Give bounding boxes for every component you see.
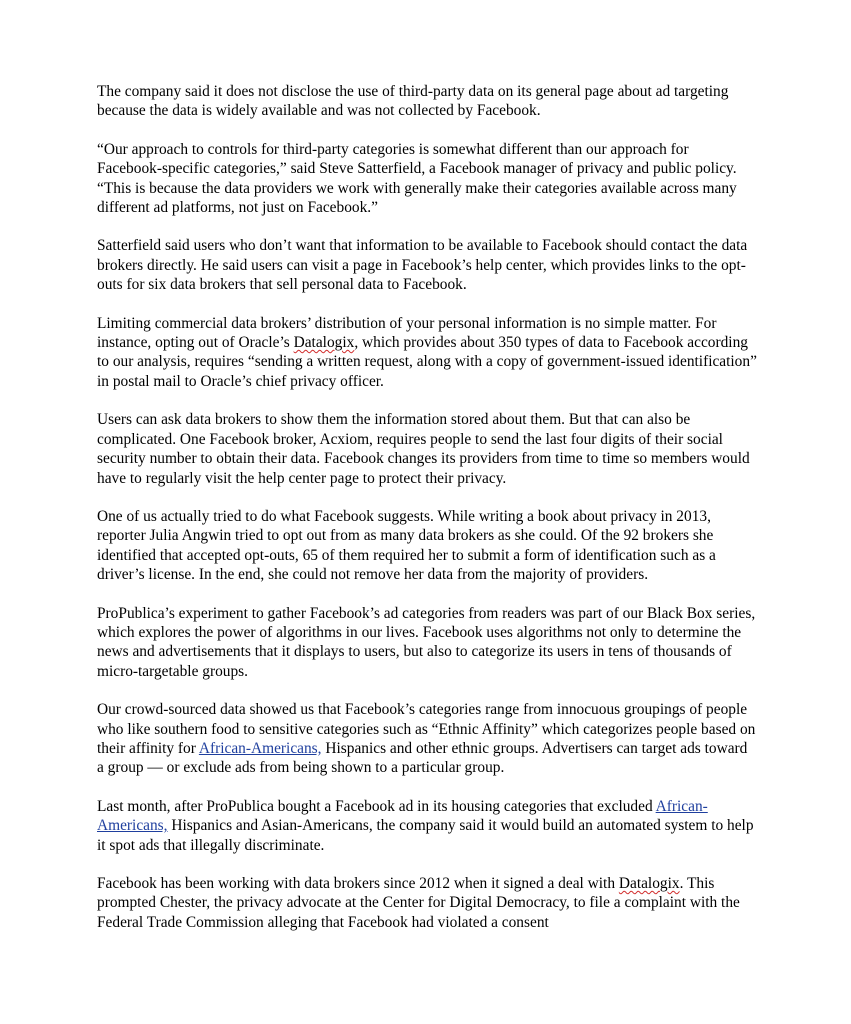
paragraph-4-text-before: Limiting commercial data brokers’ distribution of your personal information is no simple matter. For instance, opting out of Oracle’s <box>97 314 717 352</box>
paragraph-2: “Our approach to controls for third-party categories is somewhat different than our approach for Facebook-specific categories,” said Steve Satterfield, a Facebook manager of privacy and public policy. “This is because the data providers we work with generally make their categories available across many different ad platforms, not just on Facebook.” <box>97 140 737 217</box>
paragraph-9-text-before: Last month, after ProPublica bought a Facebook ad in its housing categories that excluded <box>97 797 656 815</box>
paragraph-3: Satterfield said users who don’t want that information to be available to Facebook should contact the data brokers directly. He said users can visit a page in Facebook’s help center, which provides links to the opt-outs for six data brokers that sell personal data to Facebook. <box>97 237 748 294</box>
paragraph-4 <box>97 314 757 392</box>
paragraph-5: Users can ask data brokers to show them the information stored about them. But that can also be complicated. One Facebook broker, Acxiom, requires people to send the last four digits of their social security number to obtain their data. Facebook changes its providers from time to time so members would have to regularly visit the help center page to protect their privacy. <box>97 411 750 487</box>
paragraph-10 <box>97 874 757 932</box>
hyperlink-african-americans[interactable]: African-Americans, <box>198 739 322 757</box>
document-page <box>97 82 757 951</box>
paragraph-10-text-before: Facebook has been working with data brokers since 2012 when it signed a deal with <box>97 875 619 892</box>
paragraph-9 <box>97 797 757 855</box>
paragraph-4-text-after: , which provides about 350 types of data to Facebook according to our analysis, requires “sending a written request, along with a copy of government-issued identification” in postal mail to Oracle’s chief privacy officer. <box>97 334 757 390</box>
spellcheck-flagged-word[interactable]: Datalogix <box>293 334 355 352</box>
paragraph-8 <box>97 700 757 778</box>
paragraph-8-text-before: Our crowd-sourced data showed us that Facebook’s categories range from innocuous groupings of people who like southern food to sensitive categories such as “Ethnic Affinity” which categorizes people based on their affinity for <box>97 701 756 757</box>
spellcheck-flagged-word[interactable]: Datalogix <box>618 875 680 892</box>
paragraph-10-text-after: . This prompted Chester, the privacy advocate at the Center for Digital Democracy, to file a complaint with the Federal Trade Commission alleging that Facebook had violated a consent <box>97 875 740 931</box>
hyperlink-african-americans[interactable]: African-Americans, <box>97 797 708 835</box>
paragraph-6: One of us actually tried to do what Facebook suggests. While writing a book about privacy in 2013, reporter Julia Angwin tried to opt out from as many data brokers as she could. Of the 92 brokers she identified that accepted opt-outs, 65 of them required her to submit a form of identification such as a driver’s license. In the end, she could not remove her data from the majority of providers. <box>97 507 716 584</box>
paragraph-7: ProPublica’s experiment to gather Facebook’s ad categories from readers was part of our Black Box series, which explores the power of algorithms in our lives. Facebook uses algorithms not only to determine the news and advertisements that it displays to users, but also to categorize its users in tens of thousands of micro-targetable groups. <box>97 604 756 680</box>
paragraph-8-text-after: Hispanics and other ethnic groups. Advertisers can target ads toward a group — or exclude ads from being shown to a particular group. <box>97 739 748 777</box>
paragraph-9-text-after: Hispanics and Asian-Americans, the company said it would build an automated system to help it spot ads that illegally discriminate. <box>97 817 754 854</box>
paragraph-1: The company said it does not disclose the use of third-party data on its general page about ad targeting because the data is widely available and was not collected by Facebook. <box>97 83 729 120</box>
